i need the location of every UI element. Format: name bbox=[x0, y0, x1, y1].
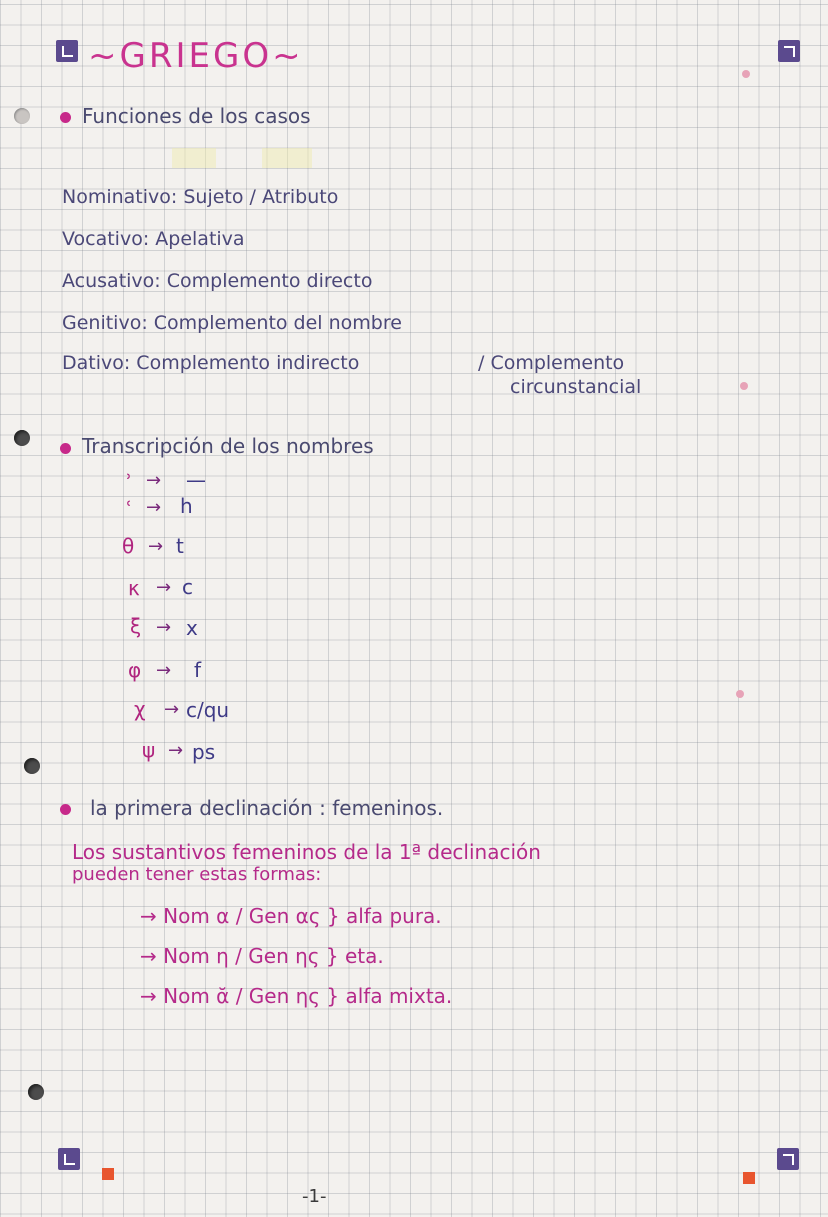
greek-letter: ψ bbox=[142, 738, 156, 762]
declension-form-alfa-mixta: → Nom ᾰ / Gen ης } alfa mixta. bbox=[140, 984, 453, 1008]
latin-letter: h bbox=[180, 494, 193, 518]
binder-hole-icon bbox=[24, 758, 40, 774]
case-line-genitivo: Genitivo: Complemento del nombre bbox=[62, 312, 402, 334]
case-line-dativo: Dativo: Complemento indirecto bbox=[62, 352, 360, 374]
case-line-nominativo: Nominativo: Sujeto / Atributo bbox=[62, 186, 339, 208]
arrow-icon: → bbox=[146, 497, 162, 518]
case-line-acusativo: Acusativo: Complemento directo bbox=[62, 270, 373, 292]
greek-letter: κ bbox=[128, 576, 140, 600]
page-number: -1- bbox=[302, 1186, 327, 1207]
section-heading-funciones: Funciones de los casos bbox=[82, 104, 311, 128]
corner-marker-icon bbox=[56, 40, 78, 62]
declension-intro-line2: pueden tener estas formas: bbox=[72, 864, 322, 885]
bullet-icon bbox=[60, 804, 71, 815]
latin-letter: — bbox=[186, 468, 206, 492]
binder-hole-icon bbox=[28, 1084, 44, 1100]
greek-letter: θ bbox=[122, 534, 135, 558]
greek-letter: φ bbox=[128, 658, 142, 682]
page-title: ~GRIEGO~ bbox=[88, 36, 304, 76]
ink-dot bbox=[740, 382, 748, 390]
latin-letter: c/qu bbox=[186, 698, 230, 722]
section-heading-primera-declinacion: la primera declinación : femeninos. bbox=[90, 796, 444, 820]
highlight-mark bbox=[262, 148, 312, 168]
greek-letter: ξ bbox=[130, 614, 142, 638]
greek-letter: ʿ bbox=[126, 497, 133, 521]
declension-intro-line1: Los sustantivos femeninos de la 1ª declinación bbox=[72, 840, 541, 864]
case-line-vocativo: Vocativo: Apelativa bbox=[62, 228, 245, 250]
arrow-icon: → bbox=[168, 740, 184, 761]
binder-hole-icon bbox=[14, 108, 30, 124]
arrow-icon: → bbox=[156, 660, 172, 681]
arrow-icon: → bbox=[146, 470, 162, 491]
latin-letter: c bbox=[182, 575, 193, 599]
bullet-icon bbox=[60, 112, 71, 123]
latin-letter: x bbox=[186, 616, 198, 640]
declension-form-alfa-pura: → Nom α / Gen ας } alfa pura. bbox=[140, 904, 442, 928]
arrow-icon: → bbox=[148, 536, 164, 557]
latin-letter: t bbox=[176, 534, 184, 558]
orange-square-mark bbox=[102, 1168, 114, 1180]
bullet-icon bbox=[60, 443, 71, 454]
arrow-icon: → bbox=[164, 699, 180, 720]
case-line-dativo-extra2: circunstancial bbox=[510, 376, 642, 398]
greek-letter: χ bbox=[134, 697, 146, 721]
corner-marker-icon bbox=[777, 1148, 799, 1170]
greek-letter: ʾ bbox=[126, 470, 133, 494]
ink-dot bbox=[736, 690, 744, 698]
section-heading-transcripcion: Transcripción de los nombres bbox=[82, 434, 374, 458]
arrow-icon: → bbox=[156, 577, 172, 598]
highlight-mark bbox=[172, 148, 216, 168]
latin-letter: f bbox=[194, 658, 202, 682]
arrow-icon: → bbox=[156, 617, 172, 638]
ink-dot bbox=[742, 70, 750, 78]
corner-marker-icon bbox=[778, 40, 800, 62]
declension-form-eta: → Nom η / Gen ης } eta. bbox=[140, 944, 384, 968]
binder-hole-icon bbox=[14, 430, 30, 446]
latin-letter: ps bbox=[192, 740, 216, 764]
case-line-dativo-extra: / Complemento bbox=[478, 352, 625, 374]
corner-marker-icon bbox=[58, 1148, 80, 1170]
orange-square-mark bbox=[743, 1172, 755, 1184]
